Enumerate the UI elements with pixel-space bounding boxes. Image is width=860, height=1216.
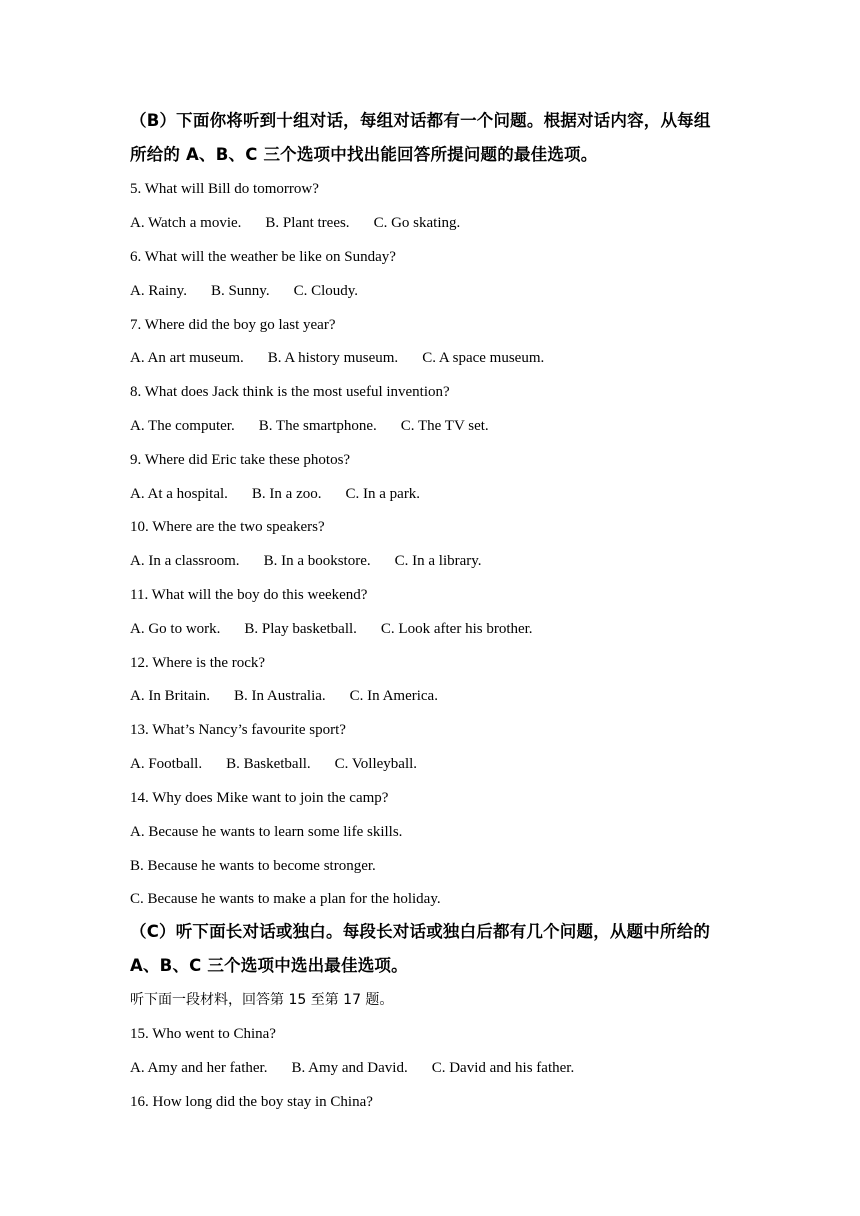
question-8: 8. What does Jack think is the most useful invention? (130, 384, 450, 400)
options-8 (130, 416, 489, 436)
options-7 (130, 348, 544, 368)
option-13c: C. Volleyball. (334, 756, 418, 772)
options-12 (130, 686, 438, 706)
options-10 (130, 551, 482, 571)
question-9: 9. Where did Eric take these photos? (130, 452, 351, 468)
question-16: 16. How long did the boy stay in China? (130, 1094, 373, 1110)
option-15b: B. Amy and David. (291, 1060, 408, 1076)
option-12c: C. In America. (349, 688, 438, 704)
option-8a: A. The computer. (130, 418, 235, 434)
option-5c: C. Go skating. (373, 215, 461, 231)
option-14b: B. Because he wants to become stronger. (130, 858, 376, 874)
options-13 (130, 754, 417, 774)
option-9a: A. At a hospital. (130, 486, 228, 502)
option-7a: A. An art museum. (130, 350, 244, 366)
question-12: 12. Where is the rock? (130, 655, 266, 671)
question-10: 10. Where are the two speakers? (130, 519, 325, 535)
question-13: 13. What’s Nancy’s favourite sport? (130, 722, 346, 738)
option-9c: C. In a park. (345, 486, 421, 502)
option-11b: B. Play basketball. (244, 621, 357, 637)
option-14c: C. Because he wants to make a plan for the holiday. (130, 891, 441, 907)
section-c-heading (130, 915, 740, 983)
option-5b: B. Plant trees. (265, 215, 350, 231)
options-11 (130, 619, 533, 639)
options-5 (130, 213, 460, 233)
section-c-heading-line2: A、B、C 三个选项中选出最佳选项。 (130, 956, 408, 975)
options-9 (130, 484, 420, 504)
question-15: 15. Who went to China? (130, 1026, 276, 1042)
options-6 (130, 281, 358, 301)
option-11a: A. Go to work. (130, 621, 221, 637)
option-8b: B. The smartphone. (258, 418, 377, 434)
question-6: 6. What will the weather be like on Sunday? (130, 249, 396, 265)
option-13b: B. Basketball. (226, 756, 311, 772)
section-b-heading-line1: （B）下面你将听到十组对话，每组对话都有一个问题。根据对话内容，从每组 (130, 111, 711, 130)
option-8c: C. The TV set. (400, 418, 489, 434)
section-b-heading (130, 104, 740, 172)
question-14: 14. Why does Mike want to join the camp? (130, 790, 389, 806)
option-12b: B. In Australia. (234, 688, 326, 704)
option-7b: B. A history museum. (267, 350, 399, 366)
question-5: 5. What will Bill do tomorrow? (130, 181, 319, 197)
question-7: 7. Where did the boy go last year? (130, 317, 336, 333)
option-6c: C. Cloudy. (293, 283, 359, 299)
option-6b: B. Sunny. (210, 283, 270, 299)
option-6a: A. Rainy. (130, 283, 187, 299)
section-c-heading-line1: （C）听下面长对话或独白。每段长对话或独白后都有几个问题，从题中所给的 (130, 922, 711, 941)
option-7c: C. A space museum. (422, 350, 545, 366)
options-15 (130, 1058, 574, 1078)
section-b-heading-line2: 所给的 A、B、C 三个选项中找出能回答所提问题的最佳选项。 (130, 145, 598, 164)
option-15a: A. Amy and her father. (130, 1060, 268, 1076)
option-15c: C. David and his father. (431, 1060, 575, 1076)
option-10c: C. In a library. (394, 553, 482, 569)
option-11c: C. Look after his brother. (380, 621, 533, 637)
option-14a: A. Because he wants to learn some life skills. (130, 824, 403, 840)
option-12a: A. In Britain. (130, 688, 210, 704)
question-11: 11. What will the boy do this weekend? (130, 587, 368, 603)
option-10b: B. In a bookstore. (263, 553, 371, 569)
option-13a: A. Football. (130, 756, 203, 772)
option-5a: A. Watch a movie. (130, 215, 242, 231)
option-9b: B. In a zoo. (251, 486, 322, 502)
section-c-instruction: 听下面一段材料，回答第 15 至第 17 题。 (130, 992, 394, 1008)
option-10a: A. In a classroom. (130, 553, 240, 569)
